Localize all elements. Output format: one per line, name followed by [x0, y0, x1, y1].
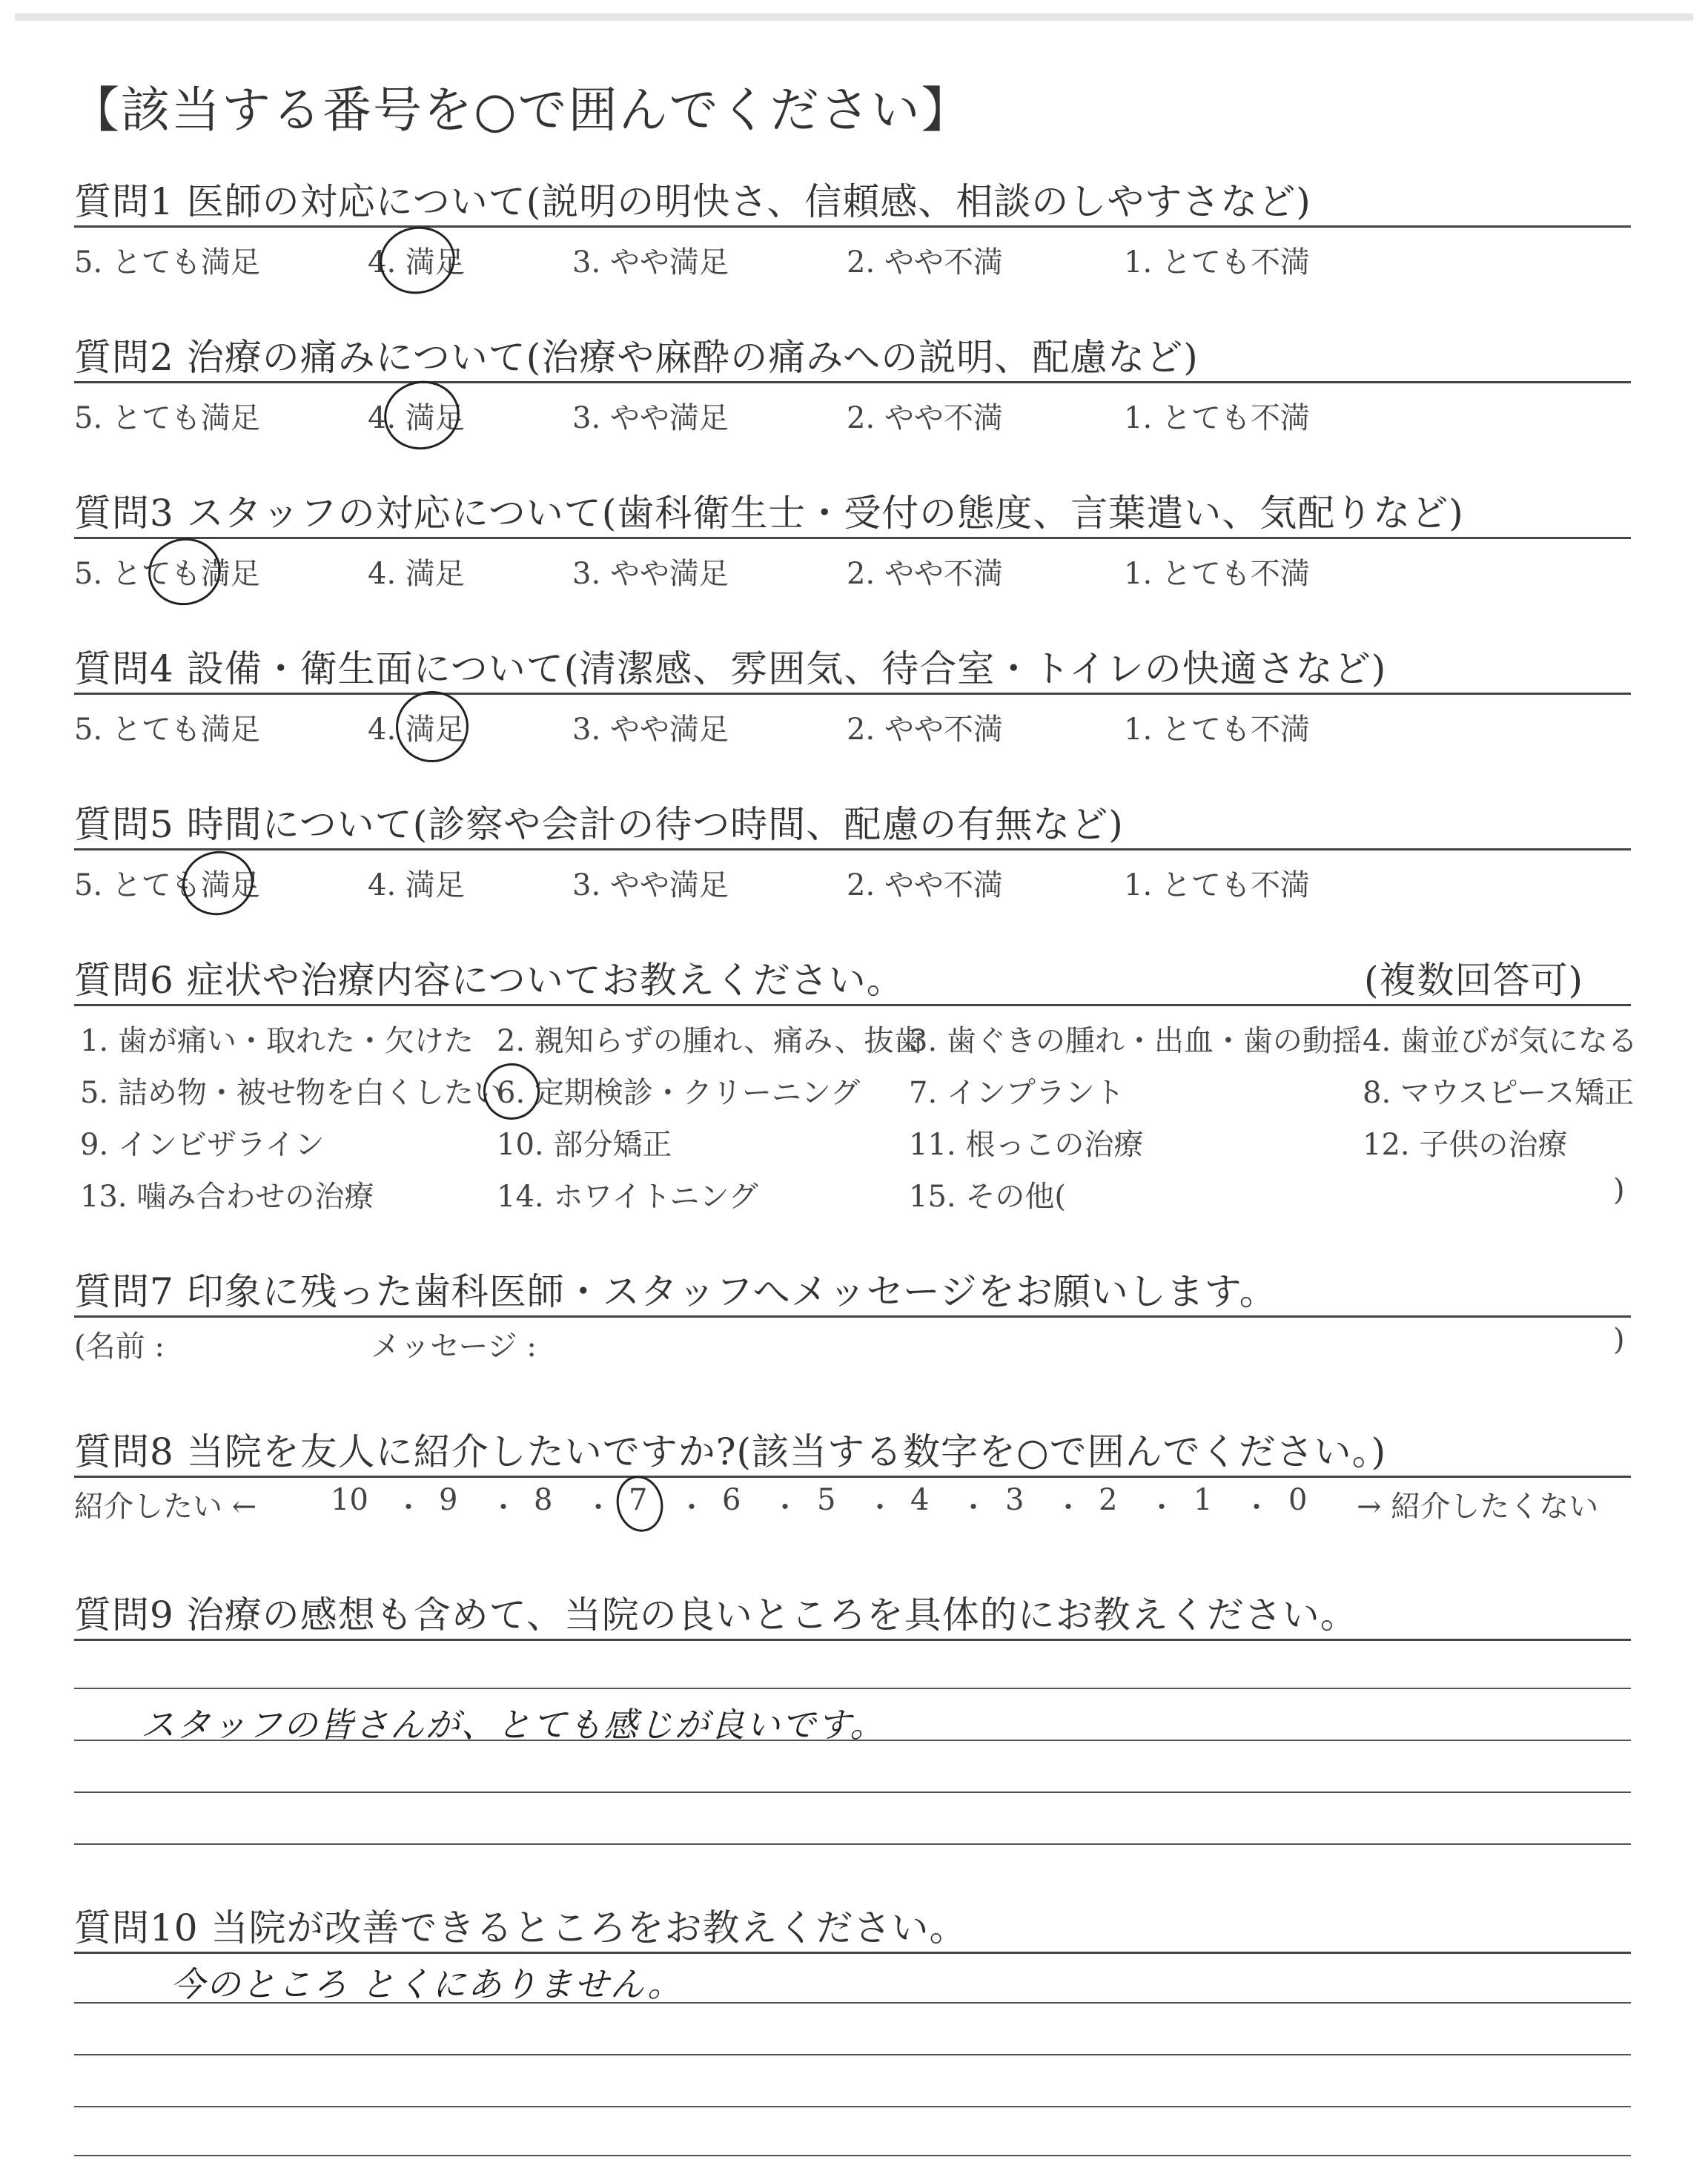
scale-number[interactable]: 7	[629, 1483, 648, 1517]
handwritten-answer: スタッフの皆さんが、とても感じが良いです。	[141, 1705, 886, 1745]
handwritten-answer: 今のところ とくにありません。	[171, 1964, 683, 2004]
scale-number[interactable]: 4	[910, 1483, 930, 1517]
question-label: 質問10 当院が改善できるところをお教えください。	[74, 1906, 967, 1949]
scale-dot: ・	[678, 1491, 706, 1524]
hand-drawn-circle	[374, 219, 461, 300]
symptom-option[interactable]: 3. 歯ぐきの腫れ・出血・歯の動揺	[909, 1024, 1362, 1058]
symptom-option[interactable]: 5. 詰め物・被せ物を白くしたい	[80, 1076, 503, 1110]
symptom-option[interactable]: 11. 根っこの治療	[909, 1128, 1144, 1162]
scale-dot: ・	[584, 1491, 613, 1524]
symptom-option[interactable]: 10. 部分矯正	[497, 1128, 672, 1162]
rating-option[interactable]: 4. 満足	[368, 868, 465, 902]
rating-option[interactable]: 2. やや不満	[847, 557, 1003, 591]
rating-option[interactable]: 4. 満足	[368, 713, 465, 747]
rating-option[interactable]: 1. とても不満	[1124, 245, 1310, 280]
scale-dot: ・	[394, 1491, 423, 1524]
scale-number[interactable]: 0	[1288, 1483, 1308, 1517]
rating-option[interactable]: 5. とても満足	[74, 557, 260, 591]
rating-option[interactable]: 5. とても満足	[74, 713, 260, 747]
scale-dot: ・	[489, 1491, 518, 1524]
rating-option[interactable]: 4. 満足	[368, 401, 465, 435]
scale-number[interactable]: 3	[1005, 1483, 1025, 1517]
scale-number[interactable]: 1	[1194, 1483, 1213, 1517]
rating-option[interactable]: 3. やや満足	[572, 557, 729, 591]
message-label: メッセージ :	[371, 1330, 537, 1364]
question-label: 質問4 設備・衛生面について(清潔感、雰囲気、待合室・トイレの快適さなど)	[74, 647, 1387, 690]
message-close-paren: )	[1613, 1323, 1625, 1357]
scale-dot: ・	[1242, 1491, 1271, 1524]
symptom-option[interactable]: 4. 歯並びが気になる	[1363, 1024, 1638, 1058]
rating-option[interactable]: 5. とても満足	[74, 245, 260, 280]
hand-drawn-circle	[389, 684, 475, 769]
other-close-paren: )	[1613, 1173, 1625, 1207]
rating-option[interactable]: 5. とても満足	[74, 401, 260, 435]
recommend-left-label: 紹介したい ←	[74, 1490, 257, 1524]
scale-dot: ・	[1148, 1491, 1176, 1524]
scale-number[interactable]: 8	[534, 1483, 553, 1517]
rating-option[interactable]: 4. 満足	[368, 557, 465, 591]
question-label: 質問3 スタッフの対応について(歯科衛生士・受付の態度、言葉遣い、気配りなど)	[74, 492, 1464, 535]
rating-option[interactable]: 5. とても満足	[74, 868, 260, 902]
name-label: (名前 :	[74, 1330, 165, 1364]
rating-option[interactable]: 2. やや不満	[847, 868, 1003, 902]
question-label: 質問8 当院を友人に紹介したいですか?(該当する数字を○で囲んでください。)	[74, 1430, 1387, 1473]
rating-option[interactable]: 3. やや満足	[572, 245, 729, 280]
rating-option[interactable]: 2. やや不満	[847, 245, 1003, 280]
rating-option[interactable]: 1. とても不満	[1124, 557, 1310, 591]
rating-option[interactable]: 3. やや満足	[572, 868, 729, 902]
scale-number[interactable]: 9	[439, 1483, 458, 1517]
scale-number[interactable]: 10	[331, 1483, 368, 1517]
rating-option[interactable]: 1. とても不満	[1124, 868, 1310, 902]
scale-dot: ・	[1054, 1491, 1083, 1524]
question-label: 質問9 治療の感想も含めて、当院の良いところを具体的にお教えください。	[74, 1593, 1358, 1636]
symptom-option[interactable]: 8. マウスピース矯正	[1363, 1076, 1635, 1110]
symptom-option[interactable]: 12. 子供の治療	[1363, 1128, 1568, 1162]
symptom-option[interactable]: 1. 歯が痛い・取れた・欠けた	[80, 1024, 474, 1058]
hand-drawn-circle	[478, 1058, 545, 1125]
rating-option[interactable]: 2. やや不満	[847, 713, 1003, 747]
question-label: 質問6 症状や治療内容についてお教えください。	[74, 959, 904, 1002]
hand-drawn-circle	[612, 1471, 668, 1536]
rating-option[interactable]: 4. 満足	[368, 245, 465, 280]
page-title: 【該当する番号を○で囲んでください】	[70, 82, 972, 139]
symptom-option[interactable]: 6. 定期検診・クリーニング	[497, 1076, 861, 1110]
rating-option[interactable]: 3. やや満足	[572, 713, 729, 747]
multiple-answer-note: (複数回答可)	[1364, 959, 1584, 1002]
question-label: 質問5 時間について(診察や会計の待つ時間、配慮の有無など)	[74, 803, 1124, 846]
scale-dot: ・	[771, 1491, 800, 1524]
scale-dot: ・	[959, 1491, 988, 1524]
symptom-option[interactable]: 9. インビザライン	[80, 1128, 325, 1162]
recommend-right-label: → 紹介したくない	[1357, 1490, 1599, 1524]
scale-number[interactable]: 2	[1099, 1483, 1118, 1517]
hand-drawn-circle	[142, 532, 228, 612]
hand-drawn-circle	[176, 845, 259, 922]
symptom-option[interactable]: 7. インプラント	[909, 1076, 1125, 1110]
symptom-option[interactable]: 15. その他(	[909, 1180, 1066, 1214]
symptom-option[interactable]: 14. ホワイトニング	[497, 1180, 758, 1214]
symptom-option[interactable]: 13. 噛み合わせの治療	[80, 1180, 374, 1214]
symptom-option[interactable]: 2. 親知らずの腫れ、痛み、抜歯	[497, 1024, 924, 1058]
scale-number[interactable]: 6	[722, 1483, 741, 1517]
question-label: 質問7 印象に残った歯科医師・スタッフへメッセージをお願いします。	[74, 1270, 1277, 1313]
hand-drawn-circle	[378, 374, 466, 456]
scale-number[interactable]: 5	[817, 1483, 836, 1517]
question-label: 質問2 治療の痛みについて(治療や麻酔の痛みへの説明、配慮など)	[74, 336, 1199, 379]
rating-option[interactable]: 2. やや不満	[847, 401, 1003, 435]
rating-option[interactable]: 1. とても不満	[1124, 713, 1310, 747]
scale-dot: ・	[866, 1491, 895, 1524]
rating-option[interactable]: 3. やや満足	[572, 401, 729, 435]
question-label: 質問1 医師の対応について(説明の明快さ、信頼感、相談のしやすさなど)	[74, 180, 1311, 223]
scan-top-edge	[15, 13, 1693, 21]
rating-option[interactable]: 1. とても不満	[1124, 401, 1310, 435]
